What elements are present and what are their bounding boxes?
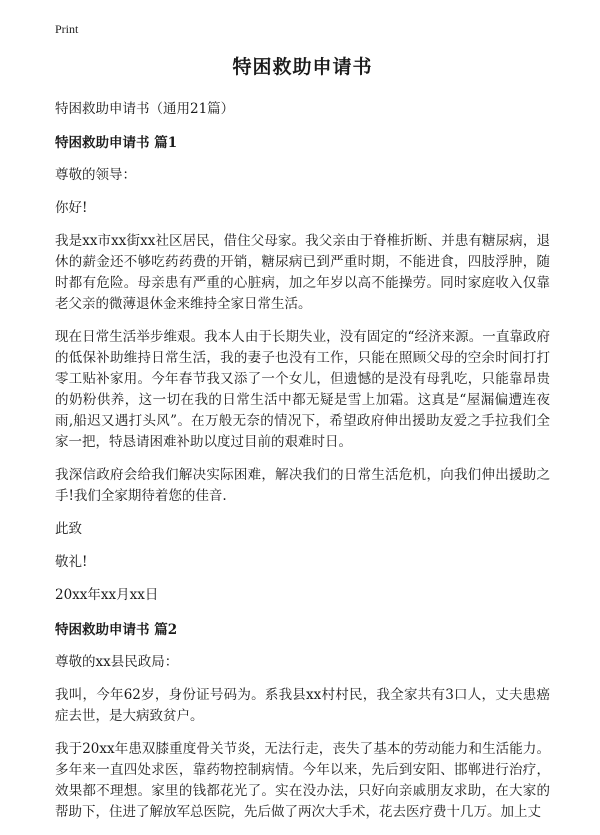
salutation: 尊敬的领导： — [55, 167, 136, 183]
document-subtitle: 特困救助申请书（通用21篇） — [55, 101, 235, 117]
document-title: 特困救助申请书 — [232, 56, 373, 78]
closing-salute: 敬礼! — [55, 554, 88, 570]
salutation: 尊敬的xx县民政局： — [55, 654, 179, 670]
closing-line: 此致 — [55, 521, 82, 537]
letter-date: 20xx年xx月xx日 — [55, 587, 159, 603]
body-paragraph: 现在日常生活举步维艰。我本人由于长期失业，没有固定的“经济来源。一直靠政府的低保补助维持日常生活，我的妻子也没有工作，只能在照顾父母的空余时间打打零工贴补家用。今年春节我又添了一个女儿，但遗憾的是没有母乳吃，只能靠昂贵的奶粉供养，这一切在我的日常生活中都无疑是雪上加霜。这真是“屋漏偏遭连夜雨,船迟又遇打头风”。在万般无奈的情况下，希望政府伸出援助友爱之手拉我们全家一把，特恳请困难补助以度过目前的艰难时日。 — [55, 329, 550, 450]
greeting: 你好! — [55, 200, 88, 216]
section-heading-1: 特困救助申请书 篇1 — [55, 135, 178, 151]
body-paragraph: 我叫，今年62岁，身份证号码为。系我县xx村村民，我全家共有3口人，丈夫患癌症去世，是大病致贫户。 — [55, 687, 550, 724]
body-paragraph: 我深信政府会给我们解决实际困难，解决我们的日常生活危机，向我们伸出援助之手!我们全家期待着您的佳音. — [55, 467, 550, 504]
print-link[interactable]: Print — [55, 22, 79, 36]
section-heading-2: 特困救助申请书 篇2 — [55, 622, 178, 638]
body-paragraph: 我是xx市xx街xx社区居民，借住父母家。我父亲由于脊椎折断、并患有糖尿病，退休的薪金还不够吃药药费的开销，糖尿病已到严重时期，不能进食，四肢浮肿，随时都有危险。母亲患有严重的心脏病，加之年岁以高不能操劳。同时家庭收入仅靠老父亲的微薄退休金来维持全家日常生活。 — [55, 233, 550, 312]
document-body — [55, 52, 550, 835]
body-paragraph: 我于20xx年患双膝重度骨关节炎，无法行走，丧失了基本的劳动能力和生活能力。多年来一直四处求医，靠药物控制病情。今年以来，先后到安阳、邯郸进行治疗，效果都不理想。家里的钱都花光了。实在没办法，只好向亲戚朋友求助，在大家的帮助下，住进了解放军总医院，先后做了两次大手术，花去医疗费十几万。加上丈 — [55, 741, 550, 820]
